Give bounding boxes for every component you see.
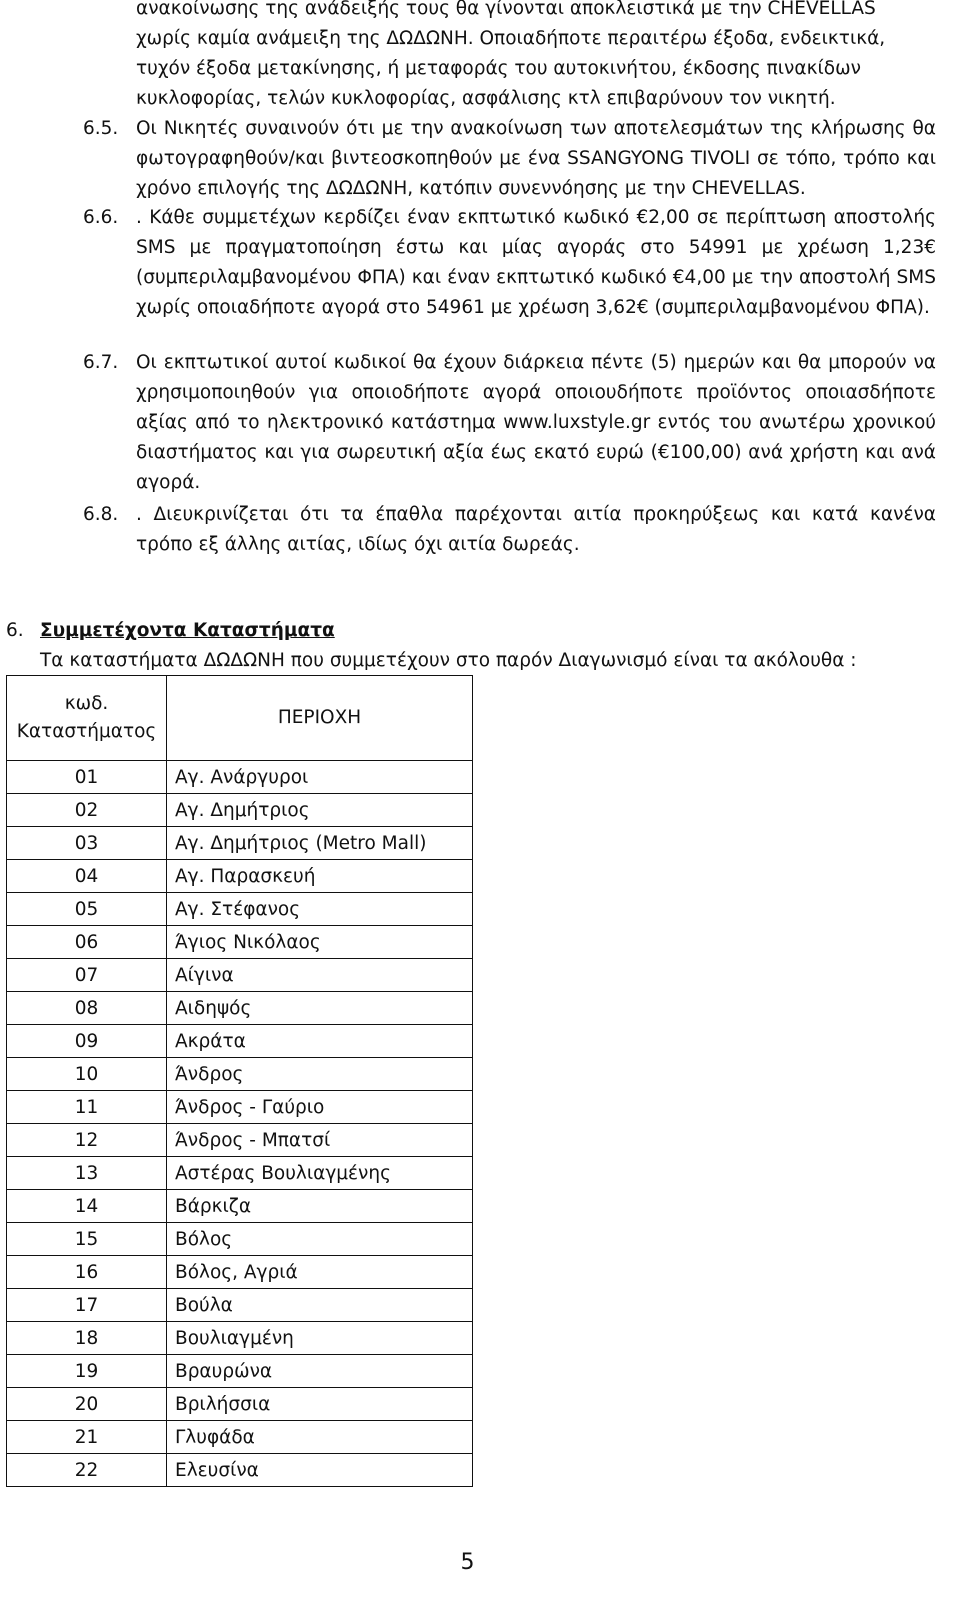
store-code-cell: 18 xyxy=(7,1322,167,1355)
table-row xyxy=(7,827,473,860)
store-code-cell: 04 xyxy=(7,860,167,893)
table-row xyxy=(7,1058,473,1091)
table-row xyxy=(7,1421,473,1454)
section-heading xyxy=(6,616,906,646)
clause-text: Οι εκπτωτικοί αυτοί κωδικοί θα έχουν διάρκεια πέντε (5) ημερών και θα μπορούν να χρησιμοποιηθούν για οποιοδήποτε αγορά οποιουδήποτε προϊόντος οποιασδήποτε αξίας από το ηλεκτρονικό κατάστημα www.luxstyle.gr εντός του ανωτέρω χρονικού διαστήματος και για σωρευτική αξία έως εκατό ευρώ (€100,00) ανά χρήστη και ανά αγορά. xyxy=(136,352,936,493)
store-code-cell: 17 xyxy=(7,1289,167,1322)
store-area-cell: Βουλιαγμένη xyxy=(167,1322,473,1355)
table-header-row xyxy=(7,676,473,761)
store-area-cell: Βριλήσσια xyxy=(167,1388,473,1421)
clause-number: 6.6. xyxy=(83,207,119,228)
store-area-cell: Βούλα xyxy=(167,1289,473,1322)
store-area-cell: Βάρκιζα xyxy=(167,1190,473,1223)
section-number: 6. xyxy=(6,620,24,641)
store-area-cell: Αγ. Δημήτριος (Metro Mall) xyxy=(167,827,473,860)
store-code-cell: 05 xyxy=(7,893,167,926)
page-number: 5 xyxy=(460,1550,475,1575)
table-row xyxy=(7,1454,473,1487)
table-row xyxy=(7,794,473,827)
table-row xyxy=(7,1223,473,1256)
store-code-cell: 14 xyxy=(7,1190,167,1223)
clause-6-6 xyxy=(83,203,936,323)
store-code-cell: 12 xyxy=(7,1124,167,1157)
store-code-cell: 01 xyxy=(7,761,167,794)
store-code-cell: 02 xyxy=(7,794,167,827)
store-area-cell: Αγ. Στέφανος xyxy=(167,893,473,926)
table-row xyxy=(7,1124,473,1157)
table-row xyxy=(7,761,473,794)
continuation-line: τυχόν έξοδα μετακίνησης, ή μεταφοράς του αυτοκινήτου, έκδοσης πινακίδων xyxy=(136,58,861,79)
store-area-cell: Βόλος, Αγριά xyxy=(167,1256,473,1289)
table-row xyxy=(7,992,473,1025)
store-code-cell: 16 xyxy=(7,1256,167,1289)
store-code-cell: 11 xyxy=(7,1091,167,1124)
store-area-cell: Αγ. Ανάργυροι xyxy=(167,761,473,794)
table-row xyxy=(7,893,473,926)
continuation-line: χωρίς καμία ανάμειξη της ΔΩΔΩΝΗ. Οποιαδήποτε περαιτέρω έξοδα, ενδεικτικά, xyxy=(136,28,886,49)
table-row xyxy=(7,959,473,992)
header-code-line2: Καταστήματος xyxy=(16,721,157,742)
continuation-paragraph xyxy=(136,0,936,114)
store-code-cell: 13 xyxy=(7,1157,167,1190)
continuation-line: ανακοίνωσης της ανάδειξής τους θα γίνονται αποκλειστικά με την CHEVELLAS xyxy=(136,0,876,19)
store-area-cell: Αιδηψός xyxy=(167,992,473,1025)
store-code-cell: 21 xyxy=(7,1421,167,1454)
stores-table xyxy=(6,675,473,1487)
store-code-cell: 22 xyxy=(7,1454,167,1487)
header-area: ΠΕΡΙΟΧΗ xyxy=(167,676,473,761)
section-title: Συμμετέχοντα Καταστήματα xyxy=(40,620,335,641)
store-area-cell: Αγ. Δημήτριος xyxy=(167,794,473,827)
store-area-cell: Άνδρος - Μπατσί xyxy=(167,1124,473,1157)
clause-text: Οι Νικητές συναινούν ότι με την ανακοίνωση των αποτελεσμάτων της κλήρωσης θα φωτογραφηθούν/και βιντεοσκοπηθούν με ένα SSANGYONG TIVOLI σε τόπο, τρόπο και χρόνο επιλογής της ΔΩΔΩΝΗ, κατόπιν συνεννόησης με την CHEVELLAS. xyxy=(136,118,936,199)
table-row xyxy=(7,1157,473,1190)
store-area-cell: Αίγινα xyxy=(167,959,473,992)
store-area-cell: Άνδρος - Γαύριο xyxy=(167,1091,473,1124)
table-row xyxy=(7,1355,473,1388)
store-code-cell: 09 xyxy=(7,1025,167,1058)
continuation-line: κυκλοφορίας, τελών κυκλοφορίας, ασφάλισης κτλ επιβαρύνουν τον νικητή. xyxy=(136,88,836,109)
clause-number: 6.5. xyxy=(83,118,119,139)
section-intro: Τα καταστήματα ΔΩΔΩΝΗ που συμμετέχουν στο παρόν Διαγωνισμό είναι τα ακόλουθα : xyxy=(40,650,857,671)
store-code-cell: 07 xyxy=(7,959,167,992)
clause-text: . Κάθε συμμετέχων κερδίζει έναν εκπτωτικό κωδικό €2,00 σε περίπτωση αποστολής SMS με πραγματοποίηση έστω και μίας αγοράς στο 54991 με χρέωση 1,23€ (συμπεριλαμβανομένου ΦΠΑ) και έναν εκπτωτικό κωδικό €4,00 με την αποστολή SMS χωρίς οποιαδήποτε αγορά στο 54961 με χρέωση 3,62€ (συμπεριλαμβανομένου ΦΠΑ). xyxy=(136,207,936,318)
store-code-cell: 08 xyxy=(7,992,167,1025)
store-code-cell: 06 xyxy=(7,926,167,959)
clause-text: . Διευκρινίζεται ότι τα έπαθλα παρέχονται αιτία προκηρύξεως και κατά κανένα τρόπο εξ άλλης αιτίας, ιδίως όχι αιτία δωρεάς. xyxy=(136,504,936,555)
table-row xyxy=(7,926,473,959)
clause-number: 6.8. xyxy=(83,504,119,525)
store-area-cell: Αγ. Παρασκευή xyxy=(167,860,473,893)
table-row xyxy=(7,1025,473,1058)
store-area-cell: Άγιος Νικόλαος xyxy=(167,926,473,959)
store-code-cell: 15 xyxy=(7,1223,167,1256)
store-area-cell: Βραυρώνα xyxy=(167,1355,473,1388)
clause-6-8 xyxy=(83,500,936,560)
table-row xyxy=(7,1256,473,1289)
table-row xyxy=(7,1091,473,1124)
clause-6-7 xyxy=(83,348,936,498)
clause-number: 6.7. xyxy=(83,352,119,373)
store-code-cell: 20 xyxy=(7,1388,167,1421)
store-area-cell: Αστέρας Βουλιαγμένης xyxy=(167,1157,473,1190)
table-row xyxy=(7,1388,473,1421)
store-area-cell: Βόλος xyxy=(167,1223,473,1256)
table-row xyxy=(7,860,473,893)
table-body xyxy=(7,761,473,1487)
header-code-line1: κωδ. xyxy=(64,693,109,714)
store-area-cell: Γλυφάδα xyxy=(167,1421,473,1454)
store-area-cell: Ακράτα xyxy=(167,1025,473,1058)
store-code-cell: 03 xyxy=(7,827,167,860)
table-row xyxy=(7,1289,473,1322)
store-code-cell: 19 xyxy=(7,1355,167,1388)
store-code-cell: 10 xyxy=(7,1058,167,1091)
store-area-cell: Άνδρος xyxy=(167,1058,473,1091)
table-row xyxy=(7,1322,473,1355)
clause-6-5 xyxy=(83,114,936,204)
header-store-code xyxy=(7,676,167,761)
table-row xyxy=(7,1190,473,1223)
store-area-cell: Ελευσίνα xyxy=(167,1454,473,1487)
